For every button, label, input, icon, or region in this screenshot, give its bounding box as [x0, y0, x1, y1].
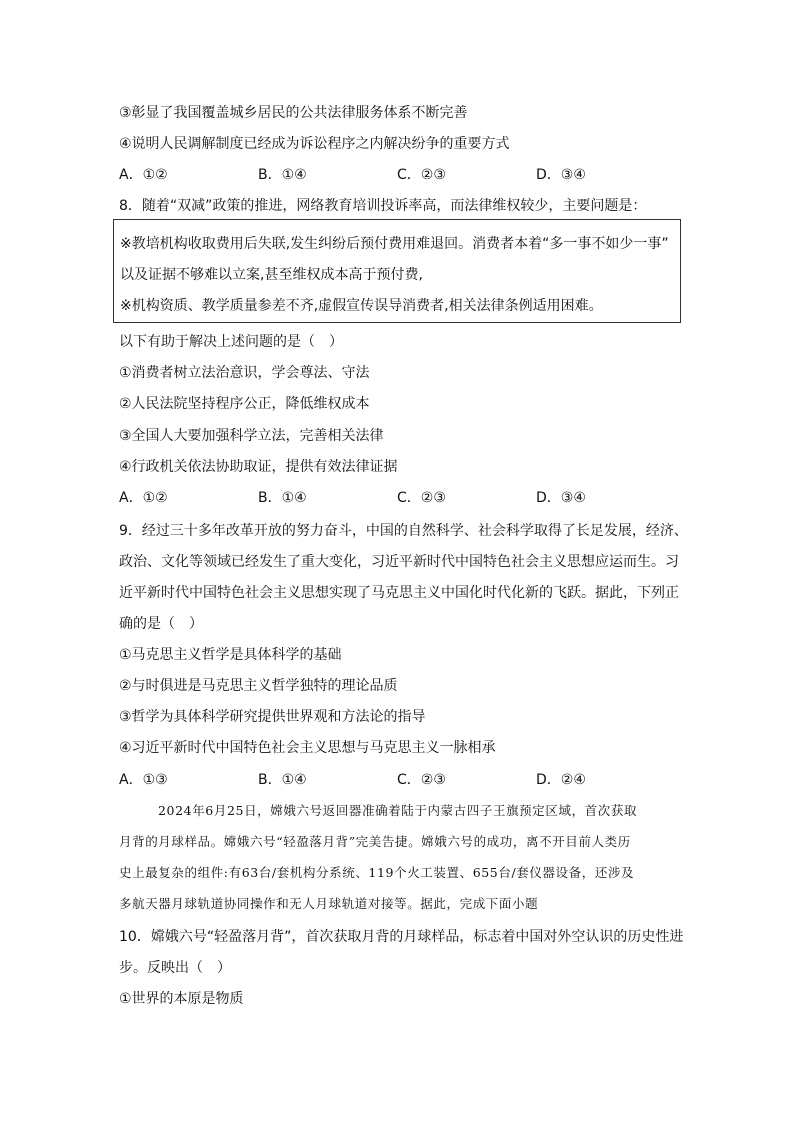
q9-item-2: ②与时俱进是马克思主义哲学独特的理论品质 [119, 678, 398, 694]
q9-item-1: ①马克思主义哲学是具体科学的基础 [119, 647, 342, 663]
q8-material-box [113, 219, 681, 323]
q8-option-c[interactable]: C．②③ [397, 490, 446, 506]
q8-option-a[interactable]: A．①② [119, 490, 168, 506]
q8-item-4: ④行政机关依法协助取证，提供有效法律证据 [119, 459, 398, 475]
q9-option-b[interactable]: B．①④ [258, 772, 307, 788]
q7-item-4: ④说明人民调解制度已经成为诉讼程序之内解决纷争的重要方式 [119, 136, 510, 152]
q8-item-3: ③全国人大要加强科学立法，完善相关法律 [119, 428, 384, 444]
q7-option-b[interactable]: B．①④ [258, 167, 307, 183]
q8-box-line-2: 以及证据不够难以立案,甚至维权成本高于预付费, [120, 267, 423, 283]
material-line-2: 月背的月球样品。嫦娥六号“轻盈落月背”完美告捷。嫦娥六号的成功，离不开目前人类历 [119, 834, 631, 849]
q8-item-1: ①消费者树立法治意识，学会尊法、守法 [119, 365, 370, 381]
q9-stem-line-3: 近平新时代中国特色社会主义思想实现了马克思主义中国化时代化新的飞跃。据此，下列正 [119, 585, 679, 601]
q8-box-line-1: ※教培机构收取费用后失联,发生纠纷后预付费用难退回。消费者本着“多一事不如少一事” [120, 236, 669, 252]
q10-stem-line-2: 步。反映出（ ） [119, 960, 231, 976]
q8-box-line-3: ※机构资质、教学质量参差不齐,虚假宣传误导消费者,相关法律条例适用困难。 [120, 298, 603, 314]
material-line-1: 2024年6月25日，嫦娥六号返回器准确着陆于内蒙古四子王旗预定区域，首次获取 [158, 803, 638, 818]
q7-option-c[interactable]: C．②③ [397, 167, 446, 183]
q9-option-d[interactable]: D．②④ [536, 772, 586, 788]
q9-item-3: ③哲学为具体科学研究提供世界观和方法论的指导 [119, 709, 426, 725]
q9-stem-line-1: 9．经过三十多年改革开放的努力奋斗，中国的自然科学、社会科学取得了长足发展，经济、 [119, 523, 688, 539]
q9-stem-line-4: 确的是（ ） [119, 616, 203, 632]
q8-question: 以下有助于解决上述问题的是（ ） [119, 334, 343, 350]
q10-stem-line-1: 10．嫦娥六号“轻盈落月背”，首次获取月背的月球样品，标志着中国对外空认识的历史性进 [119, 929, 684, 945]
q8-option-d[interactable]: D．③④ [536, 490, 586, 506]
q7-item-3: ③彰显了我国覆盖城乡居民的公共法律服务体系不断完善 [119, 105, 468, 121]
q9-item-4: ④习近平新时代中国特色社会主义思想与马克思主义一脉相承 [119, 740, 496, 756]
q8-option-b[interactable]: B．①④ [258, 490, 307, 506]
material-line-4: 多航天器月球轨道协同操作和无人月球轨道对接等。据此，完成下面小题 [119, 896, 539, 911]
q9-option-c[interactable]: C．②③ [397, 772, 446, 788]
q8-stem: 8．随着“双减”政策的推进，网络教育培训投诉率高，而法律维权较少，主要问题是： [119, 198, 647, 214]
q8-item-2: ②人民法院坚持程序公正，降低维权成本 [119, 396, 370, 412]
q7-option-d[interactable]: D．③④ [536, 167, 586, 183]
q9-option-a[interactable]: A．①③ [119, 772, 168, 788]
q10-item-1: ①世界的本原是物质 [119, 991, 244, 1007]
q7-option-a[interactable]: A．①② [119, 167, 168, 183]
material-line-3: 史上最复杂的组件:有63台/套机构分系统、119个火工装置、655台/套仪器设备，还涉及 [119, 865, 635, 880]
q9-stem-line-2: 政治、文化等领域已经发生了重大变化，习近平新时代中国特色社会主义思想应运而生。习 [119, 554, 679, 570]
